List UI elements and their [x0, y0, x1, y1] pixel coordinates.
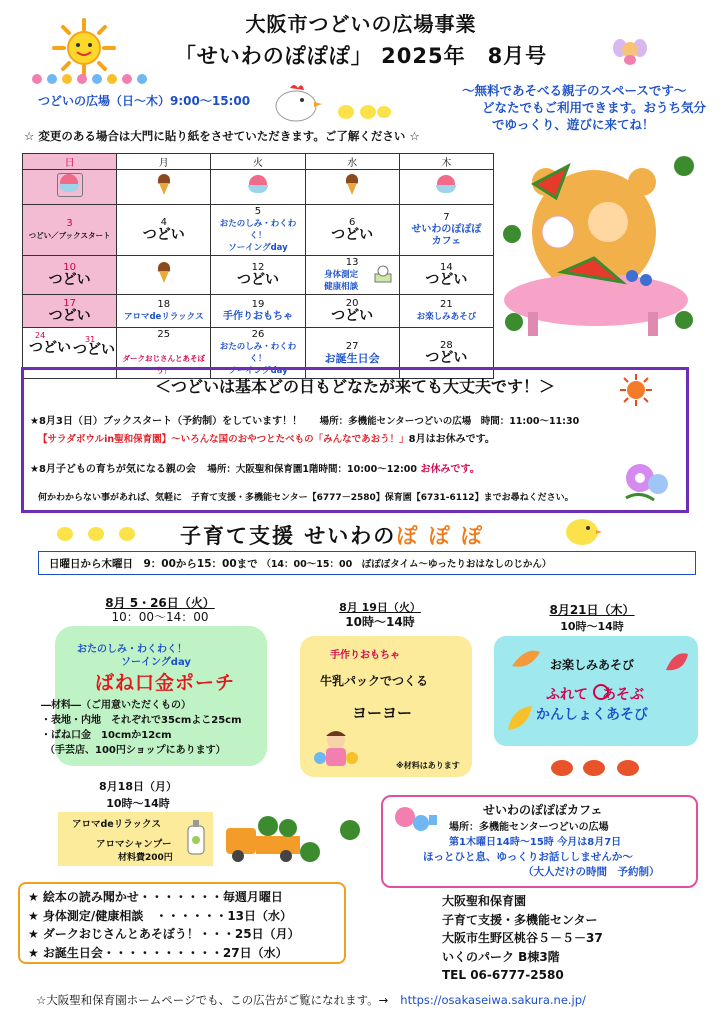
- ice-cream-icon: [155, 262, 173, 284]
- day-number: 6: [348, 217, 356, 228]
- event2-line2: ヨーヨー: [352, 704, 413, 722]
- support-hours: 日曜日から木曜日 9：00から15：00まで: [49, 558, 258, 570]
- event3-time: 10時～14時: [560, 620, 624, 633]
- event3-line2: ふれて あそぶ: [546, 687, 644, 703]
- event4-card: [58, 812, 213, 866]
- ice-cream-icon: [343, 174, 361, 196]
- day-number: 4: [160, 217, 167, 228]
- weekday-tue: 火: [211, 154, 305, 170]
- footer: [36, 992, 586, 1008]
- shaved-ice-icon: [435, 175, 457, 195]
- event3-line3: かんしょくあそび: [536, 707, 648, 723]
- list-item: ★ 身体測定/健康相談 ・・・・・・13日（水）: [28, 908, 293, 923]
- event1-time: 10：00～14：00: [111, 610, 209, 624]
- change-notice: ☆ 変更のある場合は大門に貼り紙をさせていただきます。ご了解ください ☆: [24, 129, 420, 143]
- parents-meeting-text: ★8月子どもの育ちが気になる親の会: [30, 464, 196, 475]
- event3-card: [494, 636, 698, 746]
- sun-icon: [52, 18, 116, 78]
- saladbowl-status: 8月はお休みです。: [408, 434, 495, 445]
- bear-eating-watermelon-illustration: [498, 152, 704, 342]
- event4-date: 8月18日（月）: [99, 780, 177, 793]
- calendar-cell: [117, 256, 211, 295]
- schedule-list: [18, 882, 346, 964]
- calendar-cell: [23, 170, 117, 205]
- day-number: 3: [66, 218, 73, 229]
- event1-materials-heading: ―材料―（ご用意いただくもの）: [41, 700, 191, 711]
- calendar-event: お楽しみあそび: [416, 312, 477, 322]
- calendar-cell: [305, 295, 399, 328]
- footer-text: ☆大阪聖和保育園ホームページでも、この広告がご覧になれます。→: [36, 993, 389, 1007]
- cafe-line1: ほっとひと息、ゆっくりお話ししませんか～: [423, 851, 633, 863]
- day-number: 31: [85, 335, 96, 344]
- calendar-event: 手作りおもちゃ: [222, 311, 293, 322]
- calendar-week-row: [23, 256, 494, 295]
- address-line: 子育て支援・多機能センター: [442, 912, 598, 927]
- teapot-icon: [393, 803, 439, 835]
- day-number: 5: [254, 206, 262, 217]
- day-number: 20: [345, 298, 359, 309]
- calendar-event: お誕生日会: [324, 351, 380, 365]
- shaved-ice-icon: [57, 173, 83, 197]
- calendar-event: おたのしみ・わくわく！: [219, 342, 297, 364]
- page-title-line1: 大阪市つどいの広場事業: [245, 12, 477, 36]
- hand-icon: [592, 682, 610, 700]
- day-number: 21: [440, 299, 453, 310]
- event1-date: 8月 5・26日（火）: [105, 596, 215, 610]
- calendar-event: おたのしみ・わくわく！: [219, 219, 297, 241]
- bookstart-place: 場所：多機能センターつどいの広場 時間：11:00～11:30: [319, 416, 580, 427]
- calendar-week-row: [23, 205, 494, 256]
- cafe-place: 場所：多機能センターつどいの広場: [449, 822, 609, 833]
- calendar-cell: [117, 205, 211, 256]
- calendar-event: つどい: [142, 227, 185, 243]
- event3-date-block: [522, 603, 662, 634]
- support-hours-sub: （14：00～15：00 ぽぽぽタイム～ゆったりおはなしのじかん）: [261, 559, 552, 570]
- calendar-cell: [23, 205, 117, 256]
- calendar-cell: [305, 256, 399, 295]
- chicks-icon: [56, 525, 140, 543]
- bookstart-text: ★8月3日（日）ブックスタート（予約制）をしています！！: [30, 416, 303, 427]
- bookstart-line: [30, 412, 579, 427]
- weekday-wed: 水: [305, 154, 399, 170]
- day-number: 18: [157, 299, 171, 310]
- watermelon-icon: [298, 840, 322, 864]
- day-number: 27: [345, 340, 359, 352]
- calendar-event: カフェ: [431, 236, 462, 247]
- calendar-event: つどい: [48, 308, 91, 324]
- calendar-event: ソーイングday: [228, 243, 288, 253]
- calendar-cell: [211, 170, 305, 205]
- day-number: 24: [35, 331, 46, 340]
- slogan: [462, 82, 706, 133]
- day-number: 10: [63, 262, 76, 273]
- list-item: ★ 絵本の読み聞かせ・・・・・・・毎週月曜日: [28, 890, 283, 904]
- calendar-cell: [399, 295, 493, 328]
- calendar-cell: [23, 256, 117, 295]
- address-line: 大阪聖和保育園: [442, 894, 527, 908]
- chick-icon: [562, 514, 602, 546]
- calendar-event: せいわのぽぽぽ: [411, 224, 482, 235]
- leaf-icon: [664, 650, 690, 676]
- event3-line1: お楽しみあそび: [550, 658, 635, 672]
- weekday-thu: 木: [399, 154, 493, 170]
- address-line: 大阪市生野区桃谷５－５－37: [442, 931, 603, 945]
- calendar-cell: [211, 295, 305, 328]
- day-number: 26: [251, 329, 265, 340]
- contact-line: 何かわからない事があれば、気軽に 子育て支援・多機能センター【6777－2580】保育園【6731-6112】までお尋ねください。: [38, 493, 574, 503]
- event2-line1: 牛乳パックでつくる: [320, 674, 429, 688]
- calendar-event: つどい: [331, 227, 374, 243]
- day-number: 28: [440, 340, 453, 351]
- calendar-header-row: [23, 154, 494, 170]
- shaved-ice-icon: [247, 175, 269, 195]
- calendar-cell: [399, 205, 493, 256]
- leaf-icon: [506, 704, 534, 734]
- day-number: 7: [443, 212, 450, 223]
- day-number: 14: [440, 262, 453, 273]
- event4-line2: アロマシャンプー: [96, 839, 172, 850]
- address-line: TEL 06-6777-2580: [442, 968, 564, 982]
- girl-with-yoyo-icon: [312, 728, 360, 770]
- weekday-mon: 月: [117, 154, 211, 170]
- day-number: 25: [157, 329, 171, 340]
- open-hours: つどいの広場（日～木）9:00～15:00: [38, 94, 251, 108]
- list-item: ★ お誕生日会・・・・・・・・・・27日（水）: [28, 945, 288, 960]
- ice-cream-icon: [155, 174, 173, 196]
- address-block: [442, 892, 603, 985]
- calendar-cell: [117, 295, 211, 328]
- calendar-event: つどい: [331, 308, 374, 324]
- event1-title: ばね口金ポーチ: [95, 672, 236, 694]
- calendar-cell: [305, 205, 399, 256]
- calendar-cell: [117, 170, 211, 205]
- event4-time: 10時～14時: [106, 797, 170, 810]
- cafe-line2: （大人だけの時間 予約制）: [523, 866, 660, 878]
- info-box: [21, 367, 689, 513]
- calendar-event: つどい: [48, 272, 91, 288]
- leaf-icon: [510, 646, 542, 670]
- event4-date-block: [78, 780, 198, 811]
- morning-glory-icon: [620, 454, 670, 504]
- calendar-week-row: [23, 295, 494, 328]
- parents-meeting-line: [30, 460, 480, 475]
- calendar-event: アロマdeリラックス: [123, 312, 204, 322]
- calendar-event: 身体測定: [324, 270, 359, 280]
- event2-time: 10時～14時: [345, 615, 415, 629]
- day-number: 13: [345, 257, 359, 268]
- event2-date: 8月 19日（火）: [339, 601, 421, 614]
- fairy-icon: [612, 36, 648, 66]
- event1-material3: （手芸店、100円ショップにあります）: [45, 745, 226, 756]
- support-hours-box: [38, 551, 696, 575]
- page-title-line2: 「せいわのぽぽぽ」 2025年 8月号: [174, 44, 548, 68]
- event2-date-block: [320, 601, 440, 629]
- crabs-icon: [548, 752, 648, 780]
- flower-row-icon: [30, 72, 150, 86]
- chicken-icon: [272, 82, 392, 126]
- saladbowl-line: [38, 430, 495, 445]
- info-box-title: ＜つどいは基本どの日もどなたが来ても大丈夫です！＞: [154, 377, 555, 396]
- calendar-event: つどい: [425, 350, 468, 366]
- saladbowl-text: 【サラダボウルin聖和保育園】～いろんな国のおやつとたべもの「みんなであおう！」: [38, 434, 409, 445]
- slogan-line3: でゆっくり、遊びに来てね！: [491, 117, 655, 132]
- calendar-cell: [305, 170, 399, 205]
- event1-sub2: ソーイングday: [121, 657, 191, 668]
- homepage-link[interactable]: https://osakaseiwa.sakura.ne.jp/: [400, 993, 586, 1007]
- calendar-event: ダークおじさんとあそぼう！: [122, 354, 206, 375]
- support-title-popopo: ぽ ぽ ぽ: [396, 524, 484, 548]
- slogan-line1: ～無料であそべる親子のスペースです～: [461, 83, 687, 98]
- event2-card: [300, 636, 472, 777]
- cafe-title: せいわのぽぽぽカフェ: [483, 803, 603, 817]
- cafe-time: 第1木曜日14時～15時 今月は8月7日: [449, 837, 622, 848]
- calendar-event: つどい: [425, 272, 468, 288]
- event1-material1: ・表地・内地 それぞれで35cmよこ25cm: [41, 715, 242, 726]
- address-line: いくのパーク B棟3階: [442, 949, 560, 964]
- scale-icon: [373, 264, 393, 284]
- shampoo-bottle-icon: [184, 818, 208, 856]
- day-number: 17: [63, 298, 76, 309]
- event2-note: ※材料はあります: [396, 761, 460, 770]
- calendar-event: ソーイングday: [228, 366, 288, 376]
- calendar-event: つどい: [236, 272, 279, 288]
- calendar-cell: [211, 205, 305, 256]
- weekday-sun: 日: [23, 154, 117, 170]
- event1-date-block: [80, 596, 240, 624]
- list-item: ★ ダークおじさんとあそぼう！・・・25日（月）: [28, 927, 300, 941]
- calendar-event: つどい: [73, 342, 115, 358]
- calendar-icon-row: [23, 170, 494, 205]
- parents-meeting-status: お休みです。: [420, 464, 480, 475]
- event4-line3: 材料費200円: [118, 853, 173, 863]
- calendar-cell: [211, 256, 305, 295]
- calendar-cell: [399, 256, 493, 295]
- cafe-box: [381, 795, 698, 888]
- slogan-line2: どなたでもご利用できます。おうち気分: [481, 100, 706, 115]
- day-number: 19: [251, 299, 265, 310]
- support-title-text: 子育て支援 せいわの: [180, 524, 397, 548]
- calendar-cell: [23, 295, 117, 328]
- calendar-cell: [399, 170, 493, 205]
- calendar-event: 健康相談: [324, 282, 359, 292]
- event4-line1: アロマdeリラックス: [72, 819, 161, 830]
- truck-with-watermelons-icon: [218, 808, 368, 864]
- parents-meeting-place: 場所：大阪聖和保育園1階時間：10:00～12:00: [207, 464, 418, 475]
- event1-card: [41, 626, 267, 766]
- event3-date: 8月21日（木）: [549, 603, 635, 617]
- calendar-event: つどい: [29, 340, 71, 356]
- small-sun-icon: [618, 372, 654, 408]
- support-title: [180, 520, 484, 550]
- calendar-table: [22, 153, 494, 379]
- event2-sub: 手作りおもちゃ: [330, 650, 400, 661]
- event1-sub1: おたのしみ・わくわく！: [77, 644, 187, 655]
- calendar-event: つどい／ブックスタート: [28, 231, 111, 240]
- day-number: 12: [251, 262, 265, 273]
- event1-material2: ・ばね口金 10cmか12cm: [41, 730, 172, 741]
